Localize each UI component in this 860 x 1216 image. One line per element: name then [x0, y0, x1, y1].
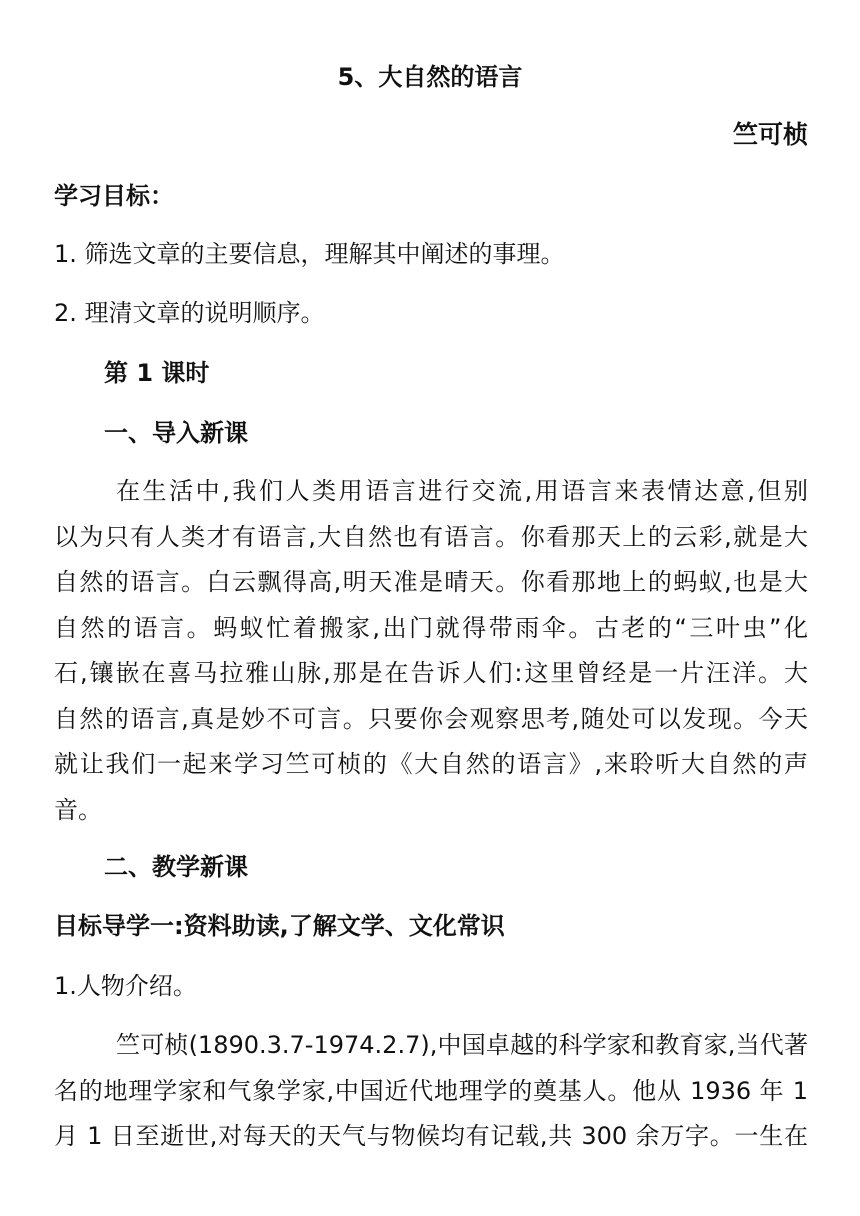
objective-item: 2. 理清文章的说明顺序。 [54, 299, 325, 327]
paragraph-line: 名的地理学家和气象学家,中国近代地理学的奠基人。他从 1936 年 1 [54, 1076, 808, 1105]
paragraph-line: 自然的语言。白云飘得高,明天准是晴天。你看那地上的蚂蚁,也是大 [54, 568, 808, 596]
bio-paragraph [54, 1023, 808, 1160]
objectives-heading: 学习目标： [54, 182, 174, 210]
paragraph-line: 就让我们一起来学习竺可桢的《大自然的语言》,来聆听大自然的声 [54, 750, 808, 778]
document-title: 5、大自然的语言 [337, 63, 523, 91]
objective-item: 1. 筛选文章的主要信息，理解其中阐述的事理。 [54, 240, 565, 268]
intro-paragraph [54, 469, 808, 833]
author-name: 竺可桢 [732, 120, 808, 149]
paragraph-line: 竺可桢(1890.3.7-1974.2.7),中国卓越的科学家和教育家,当代著 [116, 1031, 808, 1059]
paragraph-line: 在生活中,我们人类用语言进行交流,用语言来表情达意,但别 [116, 477, 808, 505]
paragraph-line: 石,镶嵌在喜马拉雅山脉,那是在告诉人们:这里曾经是一片汪洋。大 [54, 659, 808, 687]
lesson-label: 第 1 课时 [104, 359, 210, 387]
paragraph-line: 音。 [54, 795, 102, 824]
paragraph-line: 以为只有人类才有语言,大自然也有语言。你看那天上的云彩,就是大 [54, 522, 808, 551]
section-heading-teaching: 二、教学新课 [104, 853, 248, 881]
paragraph-line: 自然的语言,真是妙不可言。只要你会观察思考,随处可以发现。今天 [54, 704, 808, 733]
paragraph-line: 月 1 日至逝世,对每天的天气与物候均有记载,共 300 余万字。一生在 [54, 1122, 808, 1150]
item-label: 1.人物介绍。 [54, 972, 197, 1000]
goal-heading: 目标导学一:资料助读,了解文学、文化常识 [54, 912, 505, 940]
paragraph-line: 自然的语言。蚂蚁忙着搬家,出门就得带雨伞。古老的“三叶虫”化 [54, 613, 808, 642]
section-heading-intro: 一、导入新课 [104, 419, 248, 447]
